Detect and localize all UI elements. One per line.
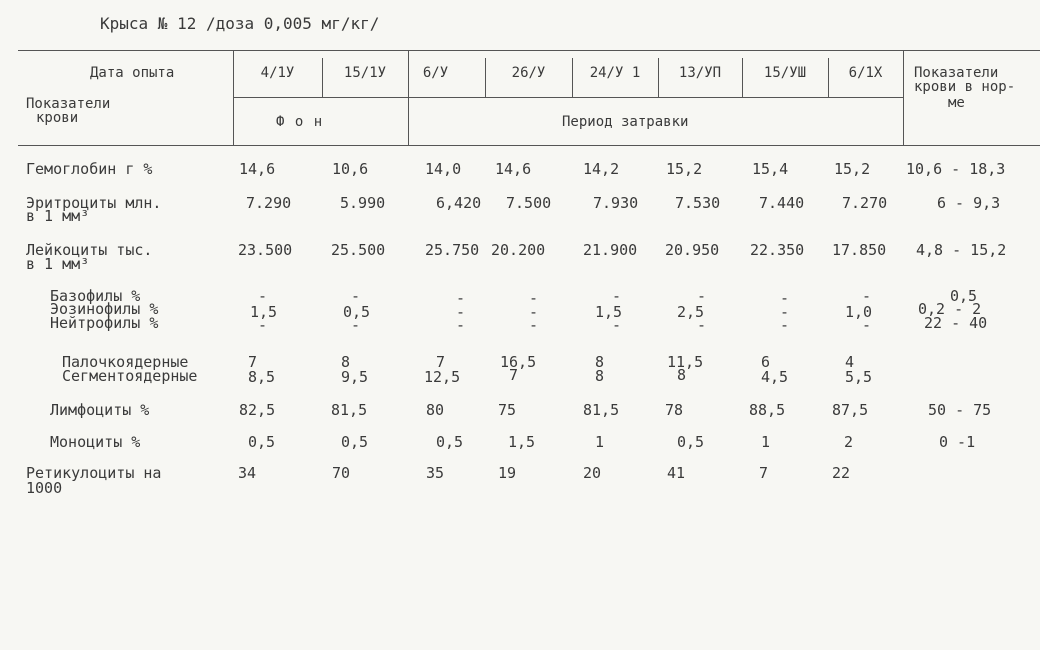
cell: 2	[844, 433, 854, 451]
date-header: 24/У 1	[589, 65, 641, 81]
cell: 23.500	[238, 241, 293, 259]
cell: -	[780, 316, 790, 334]
col-divider	[408, 50, 409, 145]
cell: 7	[436, 353, 446, 371]
table-top-border	[18, 50, 1040, 51]
norm-label: ме	[948, 95, 965, 111]
cell: 11,5	[667, 353, 704, 371]
date-header: 26/У	[511, 65, 546, 81]
date-header: 15/1У	[343, 65, 387, 81]
row-label: в 1 мм³	[26, 207, 90, 225]
cell: 7.500	[506, 194, 552, 212]
header-divider	[233, 97, 903, 98]
cell: 15,2	[834, 160, 871, 178]
cell: 81,5	[583, 401, 620, 419]
cell: 2,5	[677, 303, 705, 321]
cell: 15,4	[752, 160, 789, 178]
cell: 6,420	[436, 194, 482, 212]
cell: 21.900	[583, 241, 638, 259]
cell: 8,5	[248, 368, 276, 386]
cell: -	[351, 287, 361, 305]
date-header: 6/У	[422, 65, 449, 81]
cell: 4	[845, 353, 855, 371]
cell: -	[456, 303, 466, 321]
cell: -	[258, 316, 268, 334]
row-label: Палочкоядерные	[62, 353, 189, 371]
norm-cell: 0,2 - 2	[918, 300, 982, 318]
cell: 7.530	[675, 194, 721, 212]
date-header: 4/1У	[260, 65, 295, 81]
indicators-label: крови	[36, 110, 79, 126]
norm-cell: 10,6 - 18,3	[906, 160, 1006, 178]
cell: 0,5	[436, 433, 464, 451]
cell: 14,2	[583, 160, 620, 178]
cell: 25.750	[425, 241, 480, 259]
cell: -	[612, 316, 622, 334]
cell: 5.990	[340, 194, 386, 212]
col-divider	[903, 50, 904, 145]
norm-cell: 6 - 9,3	[937, 194, 1001, 212]
cell: 14,6	[495, 160, 532, 178]
row-label: Лимфоциты %	[50, 401, 150, 419]
header-bottom-border	[18, 145, 1040, 146]
cell: 81,5	[331, 401, 368, 419]
cell: 88,5	[749, 401, 786, 419]
row-label: 1000	[26, 479, 63, 497]
cell: 4,5	[761, 368, 789, 386]
row-label: Гемоглобин г %	[26, 160, 153, 178]
cell: 17.850	[832, 241, 887, 259]
cell: 75	[498, 401, 517, 419]
cell: 78	[665, 401, 684, 419]
norm-label: крови в нор-	[914, 79, 1016, 95]
norm-cell: 22 - 40	[924, 314, 988, 332]
cell: 87,5	[832, 401, 869, 419]
document-title: Крыса № 12 /доза 0,005 мг/кг/	[100, 14, 380, 33]
cell: -	[529, 303, 539, 321]
cell: 8	[677, 366, 687, 384]
cell: 34	[238, 464, 257, 482]
cell: 8	[595, 353, 605, 371]
cell: 80	[426, 401, 445, 419]
cell: -	[780, 289, 790, 307]
cell: 1,5	[250, 303, 278, 321]
cell: 16,5	[500, 353, 537, 371]
cell: 12,5	[424, 368, 461, 386]
cell: 1,5	[595, 303, 623, 321]
date-header: 13/УП	[678, 65, 722, 81]
cell: 7.930	[593, 194, 639, 212]
date-label: Дата опыта	[90, 65, 175, 81]
norm-cell: 50 - 75	[928, 401, 992, 419]
cell: 7	[509, 366, 519, 384]
cell: -	[780, 303, 790, 321]
cell: -	[697, 287, 707, 305]
cell: -	[351, 316, 361, 334]
cell: 0,5	[343, 303, 371, 321]
cell: 8	[595, 367, 605, 385]
row-label: Моноциты %	[50, 433, 141, 451]
cell: -	[862, 316, 872, 334]
cell: 7.290	[246, 194, 292, 212]
cell: -	[529, 289, 539, 307]
cell: 14,0	[425, 160, 462, 178]
row-label: Эритроциты млн.	[26, 194, 162, 212]
cell: 9,5	[341, 368, 369, 386]
date-header: 15/УШ	[763, 65, 807, 81]
date-header: 6/1Х	[848, 65, 883, 81]
cell: 6	[761, 353, 771, 371]
cell: -	[862, 287, 872, 305]
row-label: Базофилы %	[50, 287, 141, 305]
cell: 14,6	[239, 160, 276, 178]
cell: 20.200	[491, 241, 546, 259]
cell: 7.270	[842, 194, 888, 212]
cell: 0,5	[248, 433, 276, 451]
norm-label: Показатели	[914, 65, 999, 81]
cell: -	[456, 316, 466, 334]
cell: 22	[832, 464, 851, 482]
cell: 10,6	[332, 160, 369, 178]
cell: -	[456, 289, 466, 307]
cell: 25.500	[331, 241, 386, 259]
row-label: в 1 мм³	[26, 255, 90, 273]
cell: -	[697, 316, 707, 334]
cell: 1	[595, 433, 605, 451]
cell: 41	[667, 464, 686, 482]
cell: 0,5	[341, 433, 369, 451]
cell: 22.350	[750, 241, 805, 259]
indicators-label: Показатели	[26, 96, 111, 112]
row-label: Сегментоядерные	[62, 367, 198, 385]
cell: 35	[426, 464, 445, 482]
cell: 8	[341, 353, 351, 371]
cell: 1	[761, 433, 771, 451]
cell: 82,5	[239, 401, 276, 419]
cell: 1,0	[845, 303, 873, 321]
row-label: Эозинофилы %	[50, 300, 159, 318]
cell: 70	[332, 464, 351, 482]
cell: 20	[583, 464, 602, 482]
cell: 7.440	[759, 194, 805, 212]
row-label: Ретикулоциты на	[26, 464, 162, 482]
period-label: Период затравки	[562, 114, 689, 130]
cell: 7	[248, 353, 258, 371]
cell: -	[529, 316, 539, 334]
norm-cell: 0 -1	[939, 433, 976, 451]
background-label: Ф о н	[276, 114, 324, 130]
cell: 7	[759, 464, 769, 482]
cell: 20.950	[665, 241, 720, 259]
cell: 15,2	[666, 160, 703, 178]
row-label: Лейкоциты тыс.	[26, 241, 153, 259]
cell: -	[258, 287, 268, 305]
cell: -	[612, 287, 622, 305]
norm-cell: 4,8 - 15,2	[916, 241, 1007, 259]
cell: 5,5	[845, 368, 873, 386]
cell: 1,5	[508, 433, 536, 451]
row-label: Нейтрофилы %	[50, 314, 159, 332]
cell: 19	[498, 464, 517, 482]
norm-cell: 0,5	[950, 287, 978, 305]
cell: 0,5	[677, 433, 705, 451]
col-divider	[233, 50, 234, 145]
